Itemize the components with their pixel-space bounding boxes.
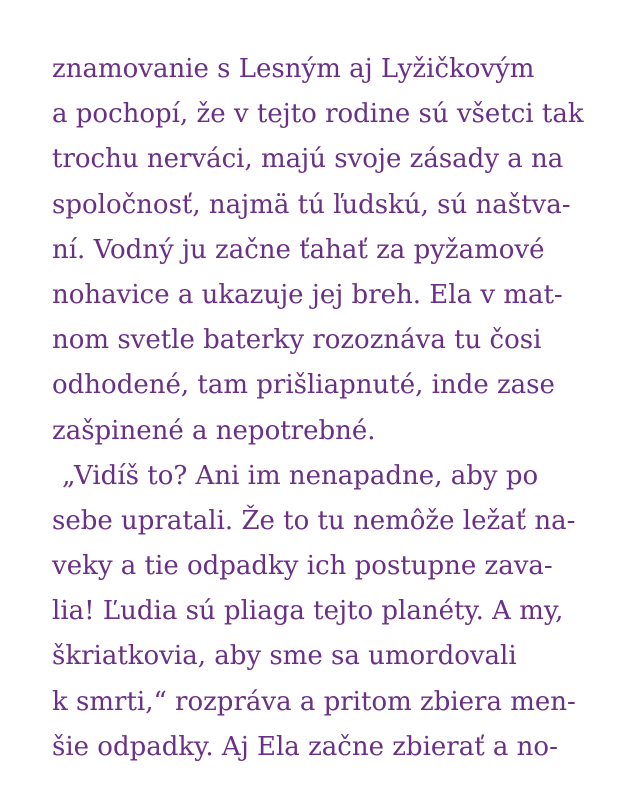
text-line: trochu nerváci, majú svoje zásady a na <box>52 144 564 175</box>
text-line: k smrti,“ rozpráva a pritom zbiera men- <box>52 686 576 717</box>
text-line: odhodené, tam prišliapnuté, inde zase <box>52 370 555 401</box>
body-text <box>52 47 612 770</box>
text-line: škriatkovia, aby sme sa umordovali <box>52 641 517 672</box>
text-line: ní. Vodný ju začne ťahať za pyžamové <box>52 234 545 265</box>
text-line: zašpinené a nepotrebné. <box>52 415 376 446</box>
text-line: nom svetle baterky rozoznáva tu čosi <box>52 325 542 356</box>
text-line: lia! Ľudia sú pliaga tejto planéty. A my, <box>52 596 564 627</box>
text-line: a pochopí, že v tejto rodine sú všetci tak <box>52 99 584 130</box>
text-line: znamovanie s Lesným aj Lyžičkovým <box>52 54 535 84</box>
text-line: veky a tie odpadky ich postupne zava- <box>52 551 553 582</box>
paragraph-start-line: „Vidíš to? Ani im nenapadne, aby po <box>62 460 539 491</box>
text-line: nohavice a ukazuje jej breh. Ela v mat- <box>52 279 563 310</box>
text-line: spoločnosť, najmä tú ľudskú, sú naštva- <box>52 189 571 220</box>
text-line: sebe upratali. Že to tu nemôže ležať na- <box>52 505 576 536</box>
text-line: šie odpadky. Aj Ela začne zbierať a no- <box>52 731 558 762</box>
